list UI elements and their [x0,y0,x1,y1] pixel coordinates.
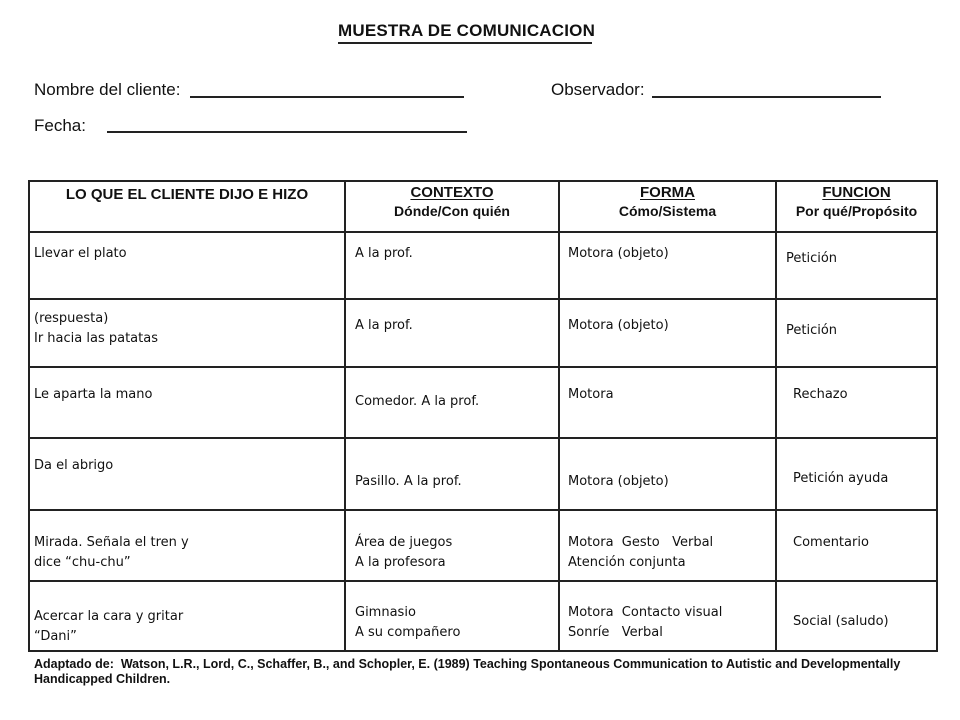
client-name-field[interactable] [190,96,464,98]
column-divider [775,180,777,652]
cell-function: Petición ayuda [793,471,889,486]
header-form: FORMA [640,184,695,201]
cell-said: Llevar el plato [34,246,127,261]
cell-function: Petición [786,323,838,338]
table-bottom-border [28,650,938,652]
row-divider [28,580,938,582]
header-function-sub: Por qué/Propósito [795,203,918,219]
citation-prefix: Adaptado de: [34,657,114,671]
date-field[interactable] [107,131,467,133]
row-divider [28,437,938,439]
cell-function: Social (saludo) [793,614,889,629]
row-divider [28,298,938,300]
cell-form: Motora Gesto Verbal Atención conjunta [568,535,714,570]
cell-said: (respuesta) Ir hacia las patatas [34,311,158,346]
cell-form: Motora [568,387,614,402]
table-left-border [28,180,30,652]
cell-function: Rechazo [793,387,848,402]
cell-function: Petición [786,251,838,266]
header-context-sub: Dónde/Con quién [394,203,510,219]
column-divider [344,180,346,652]
cell-form: Motora (objeto) [568,318,669,333]
cell-form: Motora Contacto visual Sonríe Verbal [568,605,723,640]
header-said-did: LO QUE EL CLIENTE DIJO E HIZO [65,186,309,203]
header-function: FUNCION [822,184,891,201]
header-context: CONTEXTO [410,184,494,201]
page-title: MUESTRA DE COMUNICACION [338,21,596,40]
citation [34,657,934,687]
cell-context: Gimnasio A su compañero [355,605,461,640]
date-label: Fecha: [34,116,86,135]
column-divider [558,180,560,652]
observer-field[interactable] [652,96,881,98]
row-divider [28,366,938,368]
cell-context: Comedor. A la prof. [355,394,480,409]
table-top-border [28,180,938,182]
cell-context: A la prof. [355,318,413,333]
cell-context: Área de juegos A la profesora [355,535,453,570]
client-name-label: Nombre del cliente: [34,80,181,99]
cell-function: Comentario [793,535,869,550]
header-bottom-border [28,231,938,233]
row-divider [28,509,938,511]
citation-text: Watson, L.R., Lord, C., Schaffer, B., and Schopler, E. (1989) Teaching Spontaneous Communication to Autistic and Developmentally Handicapped Children. [34,657,901,686]
cell-form: Motora (objeto) [568,246,669,261]
cell-said: Da el abrigo [34,458,114,473]
cell-said: Acercar la cara y gritar “Dani” [34,609,184,644]
cell-said: Mirada. Señala el tren y dice “chu-chu” [34,535,189,570]
cell-context: Pasillo. A la prof. [355,474,462,489]
cell-said: Le aparta la mano [34,387,153,402]
table-right-border [936,180,938,652]
cell-context: A la prof. [355,246,413,261]
title-underline [338,42,592,44]
header-form-sub: Cómo/Sistema [618,203,717,219]
observer-label: Observador: [551,80,645,99]
cell-form: Motora (objeto) [568,474,669,489]
